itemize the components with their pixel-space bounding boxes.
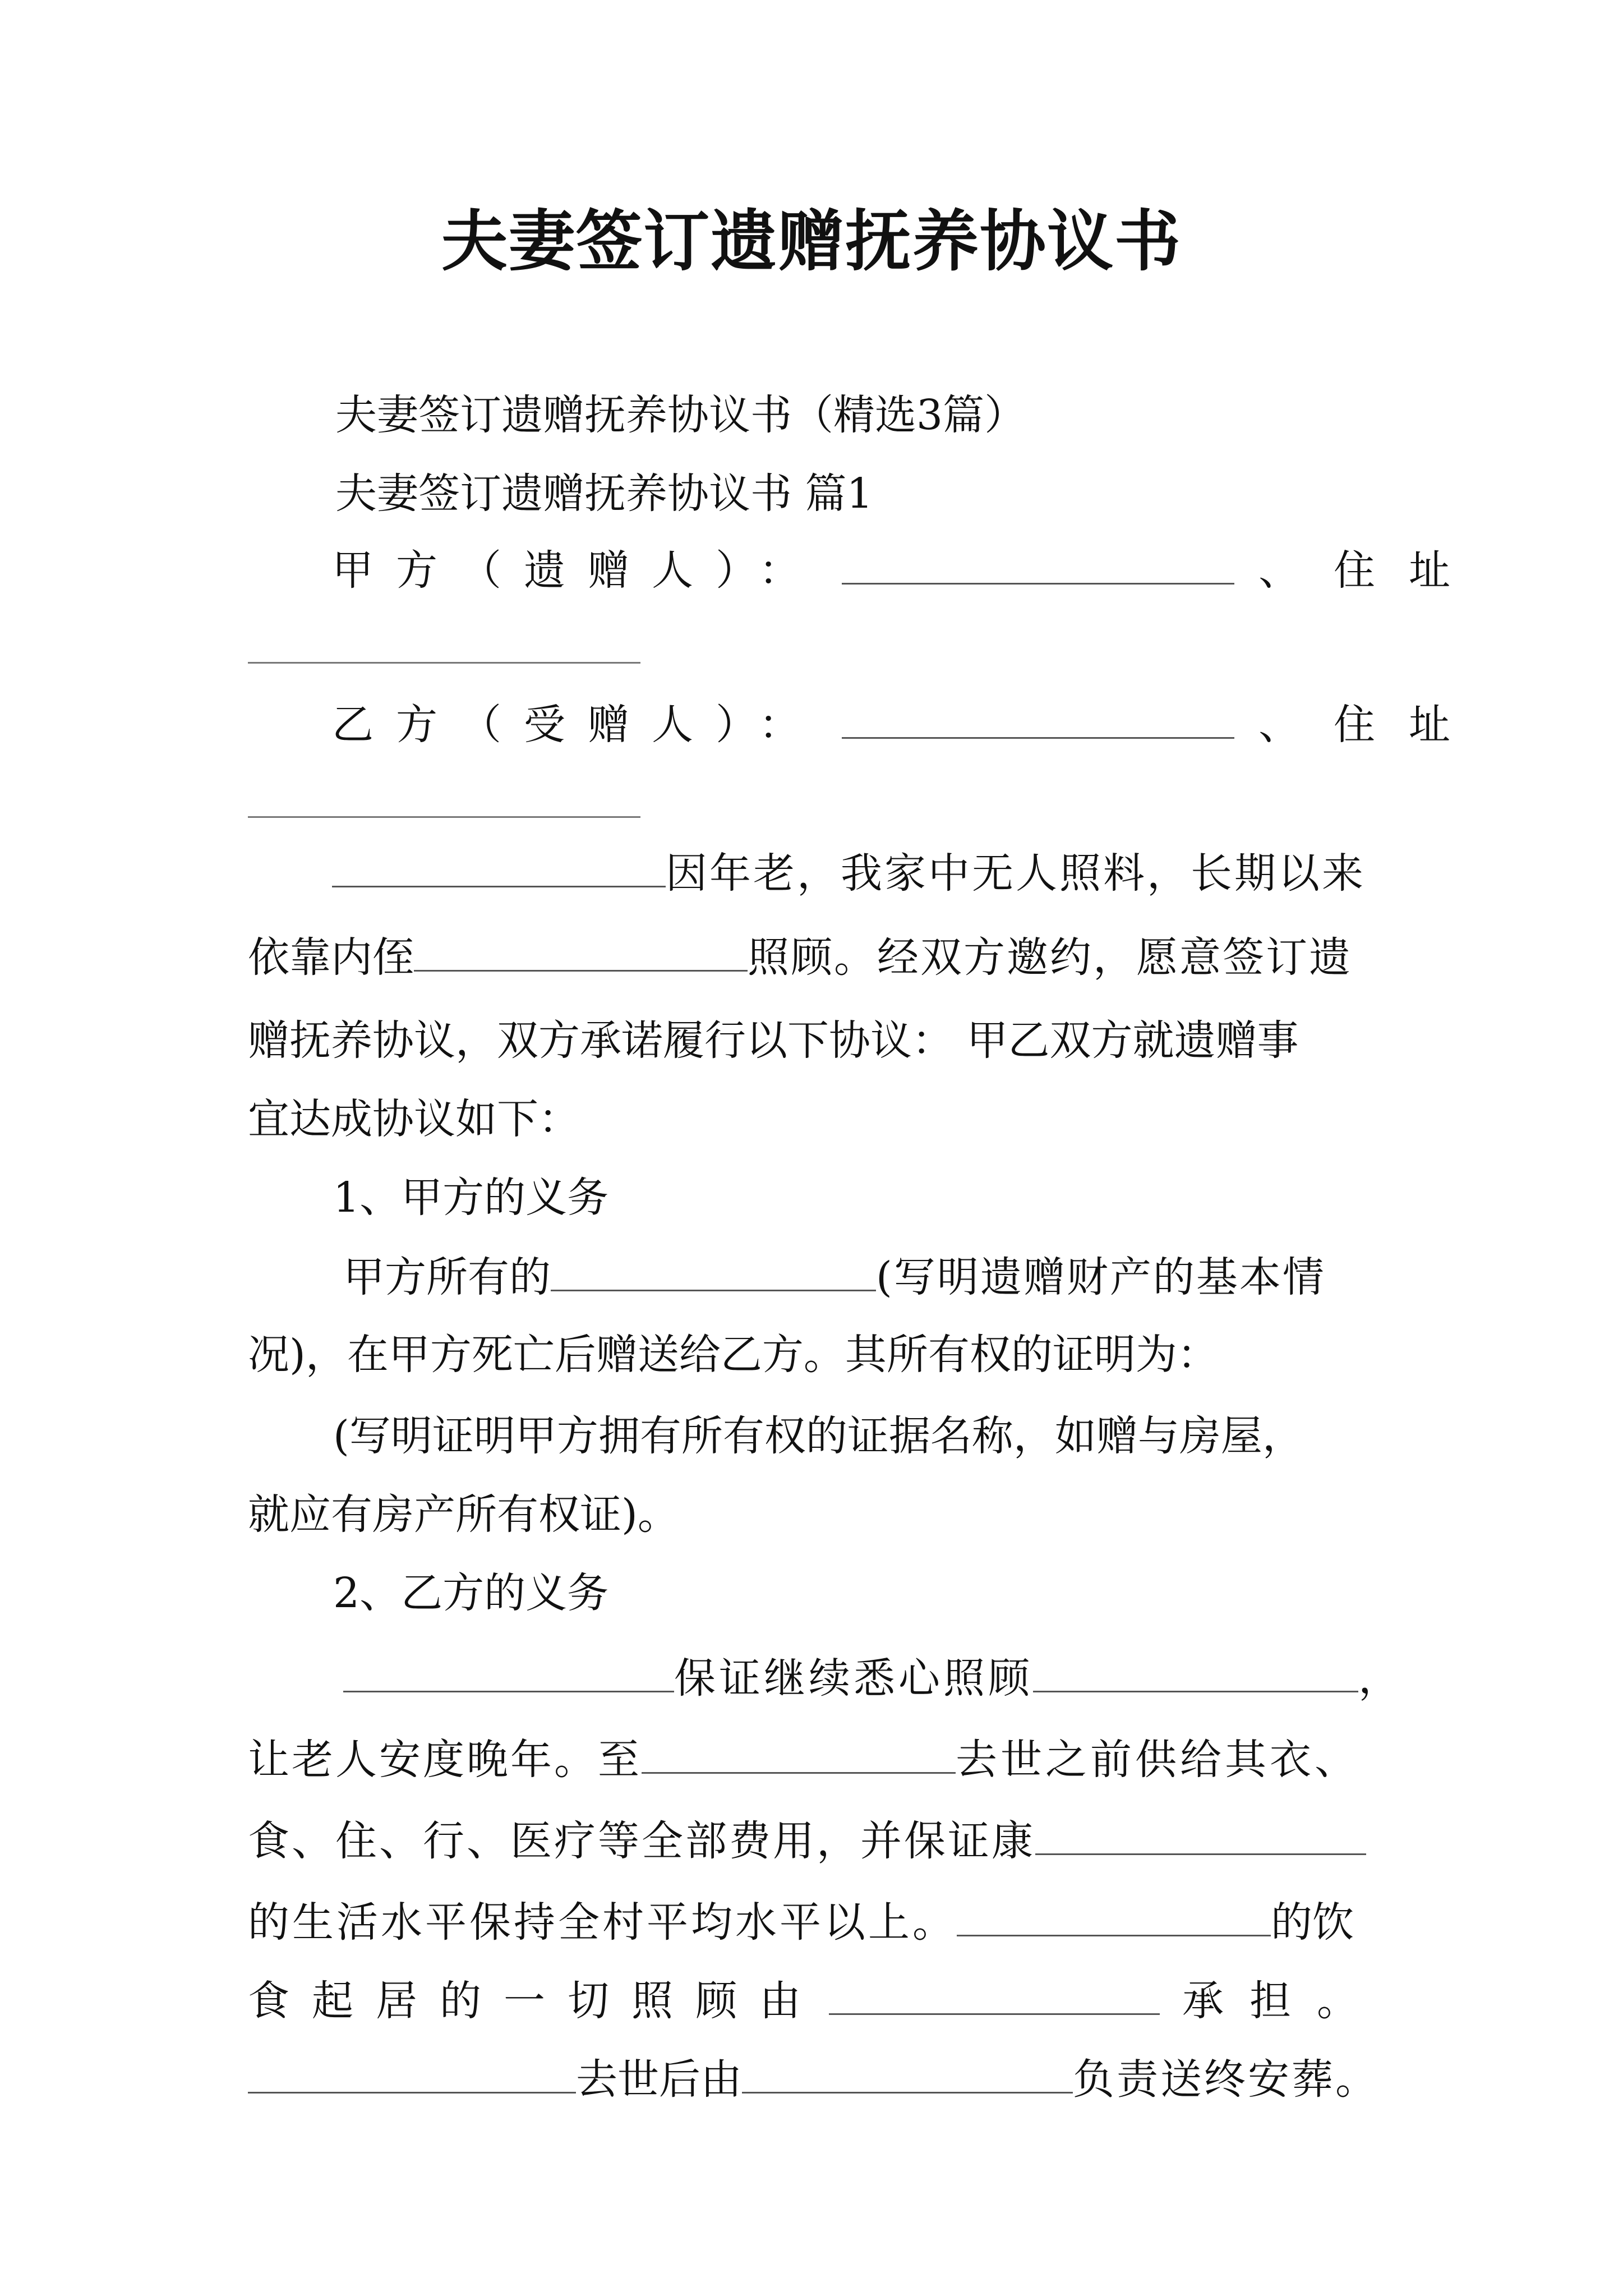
address-label: 、住址 xyxy=(1258,546,1484,595)
party-b-line xyxy=(248,696,1484,752)
paragraph-text: 食起居的一切照顾由 xyxy=(248,1977,823,2025)
party-b-label: 乙方（受赠人）： xyxy=(332,701,823,749)
paragraph-text: 甲方所有的 xyxy=(343,1253,551,1301)
paragraph-line: 就应有房产所有权证)。 xyxy=(248,1490,679,1539)
paragraph-line: 宜达成协议如下： xyxy=(248,1095,580,1143)
paragraph-line: 况)，在甲方死亡后赠送给乙方。其所有权的证明为： xyxy=(248,1331,1219,1379)
paragraph-line xyxy=(248,928,1376,984)
paragraph-text: 保证继续悉心照顾 xyxy=(674,1654,1033,1703)
paragraph-line xyxy=(248,1731,1376,1787)
blank-field xyxy=(248,662,640,664)
party-a-line xyxy=(248,541,1484,597)
paragraph-line xyxy=(248,1248,1376,1304)
blank-field xyxy=(842,696,1234,739)
paragraph-line xyxy=(248,1812,1376,1868)
paragraph-text: 去世后由 xyxy=(576,2055,742,2104)
blank-field xyxy=(829,1972,1160,2015)
paragraph-line xyxy=(248,1893,1376,1949)
paragraph-text: ， xyxy=(1358,1654,1400,1703)
blank-field xyxy=(343,1649,674,1692)
paragraph-text: 照顾。经双方邀约，愿意签订遗 xyxy=(748,933,1352,982)
blank-field xyxy=(842,541,1234,585)
paragraph-line xyxy=(248,1649,1400,1705)
address-label: 、住址 xyxy=(1258,701,1484,749)
blank-field xyxy=(742,2050,1073,2093)
subtitle: 夫妻签订遗赠抚养协议书（精选3篇） xyxy=(335,391,1026,439)
paragraph-text: 的生活水平保持全村平均水平以上。 xyxy=(248,1898,957,1947)
section-heading: 1、甲方的义务 xyxy=(333,1174,609,1222)
paragraph-text: 负责送终安葬。 xyxy=(1073,2055,1379,2104)
paragraph-text: 因年老，我家中无人照料，长期以来 xyxy=(666,849,1366,898)
paragraph-line xyxy=(248,2050,1379,2106)
blank-field xyxy=(642,1731,956,1774)
blank-field xyxy=(332,844,666,887)
blank-field xyxy=(248,816,640,818)
paragraph-text: 让老人安度晚年。至 xyxy=(248,1736,642,1784)
paragraph-line: (写明证明甲方拥有所有权的证据名称，如赠与房屋， xyxy=(333,1412,1304,1460)
party-a-label: 甲方（遗赠人）： xyxy=(332,546,823,595)
blank-field xyxy=(551,1248,876,1291)
paragraph-text: 的饮 xyxy=(1271,1898,1354,1947)
paragraph-line xyxy=(248,844,1376,900)
section-heading: 2、乙方的义务 xyxy=(333,1569,609,1617)
paragraph-line: 赠抚养协议，双方承诺履行以下协议： 甲乙双方就遗赠事 xyxy=(248,1016,1299,1065)
blank-field xyxy=(248,2050,576,2093)
page-title: 夫妻签订遗赠抚养协议书 xyxy=(441,202,1182,280)
section-heading: 夫妻签订遗赠抚养协议书 篇1 xyxy=(335,470,873,518)
paragraph-text: (写明遗赠财产的基本情 xyxy=(876,1253,1326,1301)
blank-field xyxy=(1033,1649,1358,1692)
blank-field xyxy=(957,1893,1271,1936)
blank-field xyxy=(414,928,748,972)
paragraph-text: 食、住、行、医疗等全部费用，并保证康 xyxy=(248,1817,1035,1865)
paragraph-text: 依靠内侄 xyxy=(248,933,414,982)
paragraph-text: 承担。 xyxy=(1182,1977,1384,2025)
paragraph-text: 去世之前供给其衣、 xyxy=(956,1736,1359,1784)
paragraph-line xyxy=(248,1972,1384,2028)
blank-field xyxy=(1035,1812,1366,1855)
